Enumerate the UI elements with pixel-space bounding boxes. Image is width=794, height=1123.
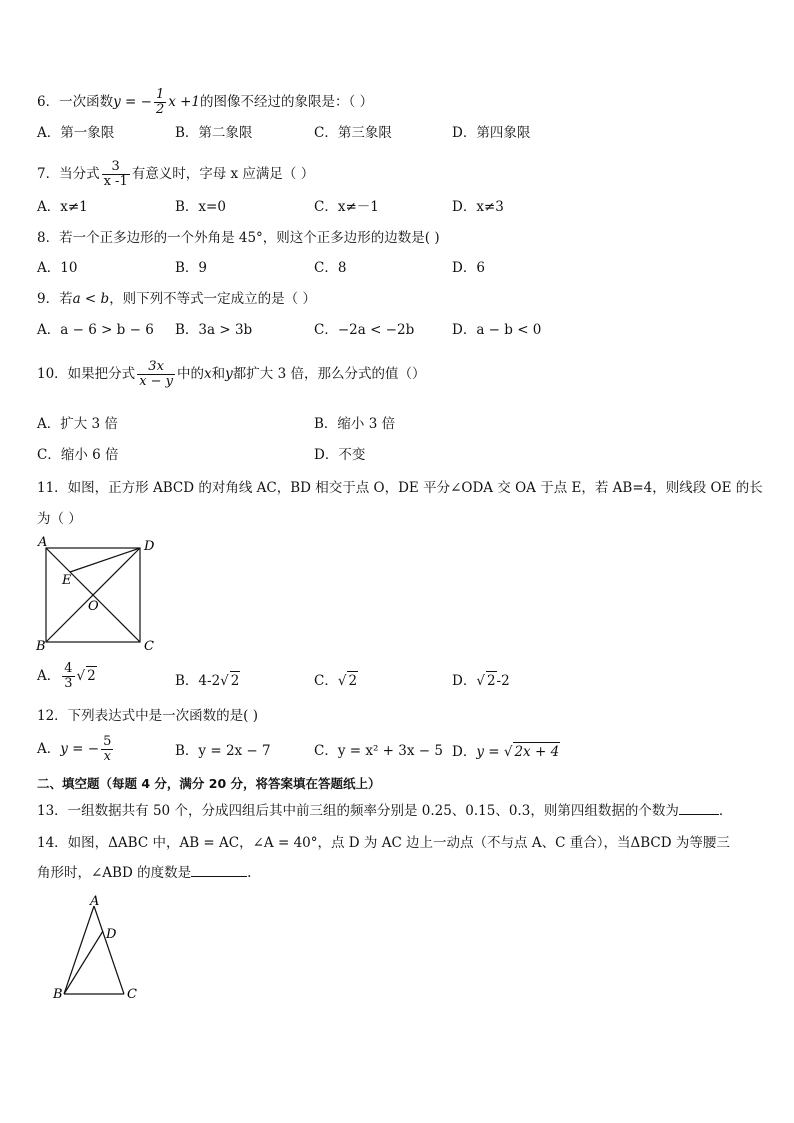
q6-option-b: B．第二象限 [175, 125, 253, 141]
q7-frac-den: x -1 [103, 174, 128, 189]
q11-opt-a-label: A． [37, 668, 61, 684]
q10-fraction [137, 360, 175, 389]
q12-opt-d-lhs: y = [476, 744, 504, 760]
question-9 [37, 290, 316, 308]
question-6 [37, 88, 373, 117]
q10-var-x: x [204, 366, 212, 382]
label-a: A [38, 535, 48, 550]
q9-option-d: D．a − b < 0 [452, 322, 542, 338]
q14-tail: . [247, 865, 252, 881]
q9-option-a: A．a − 6 > b − 6 [37, 322, 154, 338]
q6-option-d: D．第四象限 [452, 125, 531, 141]
q7-option-a: A．x≠1 [37, 199, 88, 215]
label-d: D [144, 539, 155, 554]
q7-option-c: C．x≠－1 [314, 199, 379, 215]
q7-option-b: B．x=0 [175, 199, 226, 215]
q7-suffix: 有意义时，字母 x 应满足（ ） [131, 166, 315, 182]
q14-triangle-figure [50, 894, 150, 1004]
q9-suffix: ，则下列不等式一定成立的是（ ） [109, 291, 316, 307]
question-8: 8．若一个正多边形的一个外角是 45°，则这个正多边形的边数是( ) [37, 230, 440, 246]
q13-answer-blank[interactable] [679, 802, 719, 815]
q10-option-a: A．扩大 3 倍 [37, 416, 118, 432]
q11-opt-b-radicand: 2 [230, 673, 240, 689]
q12-opt-a-lhs: y = − [60, 741, 100, 757]
q12-opt-d-radicand: 2x + 4 [514, 744, 560, 760]
q11-square-figure [34, 534, 164, 654]
q14-answer-blank[interactable] [191, 864, 247, 877]
q11-opt-a-num: 4 [64, 661, 73, 676]
q12-opt-d-label: D． [452, 744, 477, 760]
q6-option-c: C．第三象限 [314, 125, 392, 141]
q11-opt-d-label: D． [452, 673, 477, 689]
q12-opt-a-label: A． [37, 741, 61, 757]
q7-frac-num: 3 [102, 160, 130, 175]
q13-text: 13．一组数据共有 50 个，分成四组后其中前三组的频率分别是 0.25、0.15、0.3，则第四组数据的个数为 [37, 803, 679, 819]
q11-option-c: C．√ 2 [314, 673, 358, 689]
q11-option-b: B．4-2√ 2 [175, 673, 240, 689]
segment-de [70, 548, 140, 572]
q10-var-y: y [225, 366, 233, 382]
q8-option-b: B．9 [175, 260, 208, 276]
question-11-line1: 11．如图，正方形 ABCD 的对角线 AC，BD 相交于点 O，DE 平分∠ODA 交 OA 于点 E，若 AB=4，则线段 OE 的长 [37, 480, 763, 496]
question-7 [37, 160, 314, 189]
q11-opt-b-label: B．4-2 [175, 673, 221, 689]
q11-opt-a-den: 3 [64, 676, 73, 691]
q8-option-c: C．8 [314, 260, 347, 276]
q11-opt-a-fraction [62, 662, 74, 691]
q7-fraction [102, 160, 130, 189]
q6-prefix: 6．一次函数 [37, 94, 114, 110]
question-14-line2 [37, 864, 251, 882]
q14-line2-text: 角形时，∠ABD 的度数是 [37, 865, 192, 881]
q6-option-a: A．第一象限 [37, 125, 115, 141]
q10-option-c: C．缩小 6 倍 [37, 447, 119, 463]
question-12: 12．下列表达式中是一次函数的是( ) [37, 708, 259, 724]
q12-option-c: C．y = x² + 3x − 5 [314, 743, 443, 759]
q6-suffix: 的图像不经过的象限是：（ ） [200, 94, 374, 110]
q12-option-d: D．y = √ 2x + 4 [452, 744, 560, 760]
q13-tail: ． [718, 803, 733, 819]
side-ac [94, 906, 124, 994]
q10-prefix: 10．如果把分式 [37, 366, 136, 382]
q6-func-rhs: x +1 [168, 94, 201, 110]
q12-opt-a-den: x [103, 749, 111, 764]
q9-option-c: C．−2a < −2b [314, 322, 415, 338]
q6-frac-den: 2 [155, 102, 165, 117]
q10-and: 和 [211, 366, 226, 382]
q9-option-b: B．3a > 3b [175, 322, 253, 338]
q10-frac-den: x − y [139, 374, 174, 389]
q7-option-d: D．x≠3 [452, 199, 504, 215]
question-14-line1: 14．如图，ΔABC 中，AB = AC，∠A = 40°，点 D 为 AC 边上一动点（不与点 A、C 重合），当ΔBCD 为等腰三 [37, 835, 730, 851]
q11-opt-d-radicand: 2 [486, 673, 496, 689]
label-c: C [127, 987, 137, 1002]
label-a: A [90, 894, 100, 909]
q12-option-a [37, 735, 115, 764]
q10-mid: 中的 [177, 366, 205, 382]
q11-opt-d-tail: -2 [496, 673, 510, 689]
q12-opt-a-fraction [101, 735, 113, 764]
label-e: E [62, 573, 72, 588]
q6-func-lhs: y = − [113, 94, 152, 110]
question-10 [37, 360, 425, 389]
label-d: D [106, 927, 117, 942]
q10-frac-num: 3x [137, 360, 175, 375]
q11-opt-c-label: C． [314, 673, 338, 689]
q11-opt-c-radicand: 2 [348, 673, 358, 689]
q8-option-a: A．10 [37, 260, 78, 276]
segment-bd [64, 931, 103, 994]
q9-prefix: 9．若 [37, 291, 73, 307]
q9-condition: a < b [72, 291, 110, 307]
q6-fraction [154, 88, 166, 117]
q12-option-b: B．y = 2x − 7 [175, 743, 271, 759]
label-o: O [88, 599, 99, 614]
label-b: B [53, 987, 63, 1002]
q10-option-b: B．缩小 3 倍 [314, 416, 396, 432]
q11-opt-a-radicand: 2 [87, 668, 96, 684]
q12-opt-a-num: 5 [103, 734, 112, 749]
section-2-heading: 二、填空题（每题 4 分，满分 20 分，将答案填在答题纸上） [37, 776, 381, 791]
q8-option-d: D．6 [452, 260, 485, 276]
q10-option-d: D．不变 [314, 447, 366, 463]
side-ab [64, 906, 94, 994]
q11-option-a: A． $\frac{4}{3}$ √ 2 [37, 661, 96, 691]
q10-suffix: 都扩大 3 倍，那么分式的值（） [232, 366, 426, 382]
q7-prefix: 7．当分式 [37, 166, 100, 182]
label-b: B [36, 639, 46, 654]
q11-option-d: D．√ 2-2 [452, 673, 510, 689]
q6-frac-num: 1 [155, 87, 165, 102]
question-11-line2: 为（ ） [37, 511, 82, 527]
label-c: C [144, 639, 154, 654]
question-13 [37, 802, 732, 820]
